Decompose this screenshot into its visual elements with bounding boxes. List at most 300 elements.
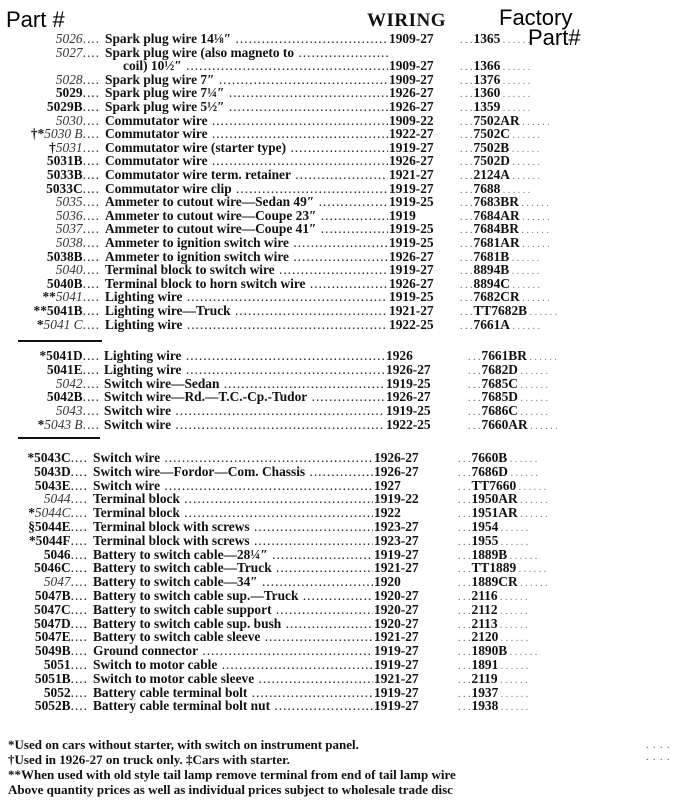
part-number: 5035.... bbox=[55, 194, 100, 210]
table-row bbox=[0, 699, 673, 713]
section-divider bbox=[18, 437, 100, 439]
footnote-marker: †* bbox=[30, 126, 45, 142]
part-description: Commutator wire term. retainer ..... bbox=[105, 168, 388, 182]
footnote: *Used on cars without starter, with switch on instrument panel. bbox=[8, 737, 359, 752]
part-description: Switch wire ..... bbox=[104, 404, 385, 418]
table-row bbox=[0, 589, 673, 603]
table-row bbox=[0, 86, 673, 100]
model-years: 1923-27 bbox=[374, 519, 419, 534]
part-number: 5044.... bbox=[43, 491, 88, 507]
model-years: 1919-25 bbox=[386, 403, 431, 419]
part-number: §5044E.... bbox=[28, 519, 88, 534]
part-number-value: 5042 bbox=[55, 375, 83, 391]
table-row bbox=[0, 520, 673, 534]
part-number: 5033C.... bbox=[46, 180, 100, 196]
table-row bbox=[0, 630, 673, 644]
part-number-value: 5043 B bbox=[44, 417, 83, 432]
footnote-marker: ** bbox=[42, 289, 56, 305]
part-description: Ammeter to cutout wire—Coupe 41″ ..... bbox=[105, 222, 388, 236]
factory-part-number: . . . 7685C . . . bbox=[468, 377, 548, 393]
part-number-value: 5033B bbox=[46, 167, 83, 182]
model-years: 1926-27 bbox=[386, 389, 431, 405]
table-row bbox=[0, 195, 673, 209]
table-row bbox=[0, 168, 673, 182]
part-description: Ammeter to cutout wire—Sedan 49″ ..... bbox=[105, 195, 388, 209]
part-number-value: 5040 bbox=[55, 262, 83, 278]
part-number-value: 5030 B bbox=[44, 126, 83, 142]
model-years: 1921-27 bbox=[374, 670, 419, 686]
part-number: 5042.... bbox=[55, 375, 100, 391]
part-number-value: 5041B bbox=[46, 303, 83, 318]
table-row bbox=[0, 506, 673, 520]
table-row bbox=[0, 575, 673, 589]
table-row bbox=[0, 390, 673, 404]
table-row bbox=[0, 561, 673, 575]
table-row bbox=[0, 617, 673, 631]
table-row-continuation bbox=[0, 59, 673, 73]
part-number-value: 5027 bbox=[55, 44, 83, 60]
part-number-value: 5026 bbox=[55, 31, 83, 46]
table-row bbox=[0, 658, 673, 672]
factory-part-number: . . . TT7660 . . . bbox=[458, 479, 546, 495]
part-description: Spark plug wire (also magneto to ..... bbox=[105, 46, 388, 60]
factory-part-number: . . . 1891 . . . bbox=[458, 658, 528, 674]
model-years: 1920-27 bbox=[374, 615, 419, 631]
factory-part-number: . . . 7681AR . . . bbox=[460, 236, 550, 252]
part-number-value: 5052 bbox=[43, 684, 71, 700]
part-description: Switch to motor cable sleeve ..... bbox=[93, 672, 373, 686]
factory-part-number: . . . 7682D . . . bbox=[468, 363, 548, 379]
table-row bbox=[0, 32, 673, 46]
factory-part-number: . . . 2119 . . . bbox=[458, 672, 528, 688]
part-description: Battery to switch cable sup.—Truck ..... bbox=[93, 589, 373, 603]
factory-part-number: . . . 2124A . . . bbox=[460, 168, 540, 184]
part-number: †*5030 B.... bbox=[30, 126, 100, 142]
part-number-value: 5052B bbox=[34, 698, 71, 714]
part-description: Spark plug wire 7¼″ ..... bbox=[105, 86, 388, 100]
table-row bbox=[0, 418, 673, 432]
model-years: 1919-25 bbox=[389, 235, 434, 250]
table-row bbox=[0, 479, 673, 493]
part-number: 5026.... bbox=[55, 31, 100, 46]
part-number: *5044C.... bbox=[28, 505, 88, 521]
model-years: 1926-27 bbox=[389, 85, 434, 101]
model-years: 1926-27 bbox=[374, 450, 419, 465]
table-row bbox=[0, 114, 673, 128]
part-number: *5044F.... bbox=[28, 532, 88, 548]
factory-part-number: . . . 1889CR . . . bbox=[458, 575, 548, 591]
part-number-column-label: Part # bbox=[6, 7, 65, 32]
model-years: 1919-22 bbox=[374, 491, 419, 507]
footnote-marker: † bbox=[49, 139, 56, 155]
model-years: 1926-27 bbox=[374, 463, 419, 479]
factory-part-number: . . . 1366 . . . bbox=[460, 59, 530, 75]
factory-part-number: . . . 7686C . . . bbox=[468, 404, 548, 420]
factory-part-number: . . . 7686D . . . bbox=[458, 465, 538, 481]
factory-part-number: . . . TT1889 . . . bbox=[458, 561, 546, 577]
model-years: 1919 bbox=[389, 207, 416, 223]
factory-part-number: . . . 1365 . . . bbox=[460, 32, 530, 48]
part-description: Lighting wire ..... bbox=[104, 349, 385, 363]
table-row bbox=[0, 304, 673, 318]
part-number: *5043C.... bbox=[27, 450, 88, 465]
model-years: 1922-25 bbox=[386, 417, 431, 432]
model-years: 1923-27 bbox=[374, 532, 419, 548]
part-number: 5040.... bbox=[55, 262, 100, 278]
part-number: 5052B.... bbox=[34, 698, 88, 714]
part-number: 5049B.... bbox=[34, 643, 88, 659]
part-number-value: 5051B bbox=[34, 670, 71, 686]
leader-dots: . . . . bbox=[646, 752, 671, 763]
footnote-marker: ** bbox=[33, 303, 47, 318]
factory-part-number: . . . 7660B . . . bbox=[458, 451, 537, 467]
part-number-value: 5044C bbox=[34, 505, 71, 521]
part-number-value: 5047 bbox=[43, 574, 71, 590]
factory-part-number: . . . 7683BR . . . bbox=[460, 195, 549, 211]
part-number-value: 5046 bbox=[43, 546, 71, 562]
table-row bbox=[0, 290, 673, 304]
part-description: Lighting wire—Truck ..... bbox=[105, 304, 388, 318]
part-number: 5031B.... bbox=[46, 153, 100, 169]
part-number: 5043D.... bbox=[34, 463, 88, 479]
factory-part-number: . . . 1955 . . . bbox=[458, 534, 528, 550]
part-number-value: 5041 C bbox=[43, 316, 83, 332]
section-title: WIRING bbox=[367, 10, 447, 31]
model-years: 1909-22 bbox=[389, 112, 434, 128]
part-description: Terminal block with screws ..... bbox=[93, 520, 373, 534]
table-row bbox=[0, 686, 673, 700]
table-row bbox=[0, 100, 673, 114]
factory-part-column-label: Part# bbox=[528, 25, 581, 50]
table-row bbox=[0, 236, 673, 250]
part-number-value: 5047C bbox=[34, 601, 71, 617]
model-years: 1921-27 bbox=[374, 560, 419, 576]
part-number: 5046C.... bbox=[34, 560, 88, 576]
table-row bbox=[0, 277, 673, 291]
part-number-value: 5047D bbox=[34, 615, 71, 631]
part-number: 5040B.... bbox=[46, 275, 100, 291]
part-description: Terminal block ..... bbox=[93, 506, 373, 520]
part-number-value: 5029B bbox=[46, 99, 83, 114]
footnote-marker: * bbox=[39, 348, 47, 363]
model-years: 1921-27 bbox=[374, 629, 419, 645]
part-description: Battery to switch cable sup. bush ..... bbox=[93, 617, 373, 631]
table-row bbox=[0, 154, 673, 168]
model-years: 1926-27 bbox=[389, 248, 434, 264]
part-description: Switch wire ..... bbox=[93, 479, 373, 493]
footnote-marker: * bbox=[28, 505, 35, 521]
part-description: Spark plug wire 5½″ ..... bbox=[105, 100, 388, 114]
table-row bbox=[0, 222, 673, 236]
section-divider bbox=[18, 340, 102, 342]
table-row bbox=[0, 141, 673, 155]
part-description: Commutator wire (starter type) ..... bbox=[105, 141, 388, 155]
part-number-value: 5043C bbox=[34, 450, 71, 465]
footnote: Above quantity prices as well as individual prices subject to wholesale trade disc bbox=[8, 782, 453, 797]
factory-part-number: . . . 1954 . . . bbox=[458, 520, 528, 536]
factory-part-number: . . . 1359 . . . bbox=[460, 100, 530, 116]
part-description: Ammeter to ignition switch wire ..... bbox=[105, 250, 388, 264]
part-description: Switch wire ..... bbox=[104, 418, 385, 432]
part-number-value: 5043 bbox=[55, 403, 83, 419]
table-row bbox=[0, 73, 673, 87]
model-years: 1919-27 bbox=[374, 546, 419, 562]
model-years: 1919-27 bbox=[374, 684, 419, 700]
model-years: 1926 bbox=[386, 348, 413, 363]
part-description: Terminal block to switch wire ..... bbox=[105, 263, 388, 277]
part-number: 5027.... bbox=[55, 44, 100, 60]
footnote-marker: * bbox=[36, 316, 44, 332]
part-number-value: 5051 bbox=[43, 657, 71, 672]
factory-part-number: . . . 2112 . . . bbox=[458, 603, 528, 619]
part-number-value: 5043D bbox=[34, 463, 71, 479]
table-row bbox=[0, 263, 673, 277]
factory-part-number: . . . 7502C . . . bbox=[460, 127, 540, 143]
model-years: 1909-27 bbox=[389, 58, 434, 74]
model-years: 1926-27 bbox=[389, 99, 434, 114]
part-number-value: 5041D bbox=[46, 348, 83, 363]
table-row bbox=[0, 349, 673, 363]
factory-part-number: . . . 7685D . . . bbox=[468, 390, 548, 406]
factory-part-number: . . . 1951AR . . . bbox=[458, 506, 548, 522]
part-number-value: 5049B bbox=[34, 643, 71, 659]
part-number: 5043.... bbox=[55, 403, 100, 419]
model-years: 1919-27 bbox=[389, 180, 434, 196]
part-number: 5051.... bbox=[43, 657, 88, 672]
part-number-value: 5033C bbox=[46, 180, 83, 196]
part-number: **5041.... bbox=[42, 289, 100, 305]
part-description: Commutator wire clip ..... bbox=[105, 182, 388, 196]
model-years: 1922 bbox=[374, 505, 401, 521]
part-number-value: 5042B bbox=[46, 389, 83, 405]
table-row bbox=[0, 672, 673, 686]
table-row bbox=[0, 548, 673, 562]
part-number: 5030.... bbox=[55, 112, 100, 128]
part-number: 5043E.... bbox=[34, 477, 88, 493]
part-number: 5041E.... bbox=[46, 361, 100, 377]
part-number-value: 5037 bbox=[55, 221, 83, 237]
model-years: 1919-27 bbox=[389, 139, 434, 155]
part-number: 5052.... bbox=[43, 684, 88, 700]
factory-part-number: . . . 8894C . . . bbox=[460, 277, 540, 293]
part-number: 5047B.... bbox=[34, 588, 88, 603]
part-number-value: 5041E bbox=[46, 361, 83, 377]
part-number-value: 5036 bbox=[55, 207, 83, 223]
model-years: 1926-27 bbox=[386, 361, 431, 377]
part-number: 5047.... bbox=[43, 574, 88, 590]
part-number-value: 5047B bbox=[34, 588, 71, 603]
factory-part-number: . . . 1360 . . . bbox=[460, 86, 530, 102]
model-years: 1919-25 bbox=[389, 289, 434, 305]
factory-part-number: . . . 7502D . . . bbox=[460, 154, 540, 170]
part-description: Battery cable terminal bolt ..... bbox=[93, 686, 373, 700]
part-number-value: 5035 bbox=[55, 194, 83, 210]
part-description: Switch wire—Sedan ..... bbox=[104, 377, 385, 391]
part-number: 5037.... bbox=[55, 221, 100, 237]
table-row bbox=[0, 377, 673, 391]
part-description: Spark plug wire 14⅛″ ..... bbox=[105, 32, 388, 46]
part-description: Terminal block with screws ..... bbox=[93, 534, 373, 548]
model-years: 1919-25 bbox=[389, 221, 434, 237]
part-number-value: 5028 bbox=[55, 71, 83, 87]
part-description: Switch to motor cable ..... bbox=[93, 658, 373, 672]
part-number-value: 5043E bbox=[34, 477, 71, 493]
part-number-value: 5040B bbox=[46, 275, 83, 291]
table-row bbox=[0, 250, 673, 264]
part-description: Ammeter to ignition switch wire ..... bbox=[105, 236, 388, 250]
part-number-value: 5047E bbox=[34, 629, 71, 645]
model-years: 1920-27 bbox=[374, 588, 419, 603]
part-number: 5033B.... bbox=[46, 167, 100, 182]
table-row bbox=[0, 492, 673, 506]
leader-dots: . . . . bbox=[646, 740, 671, 751]
factory-part-number: . . . 7684AR . . . bbox=[460, 209, 550, 225]
part-description: Commutator wire ..... bbox=[105, 114, 388, 128]
part-number: *5043 B.... bbox=[37, 417, 100, 432]
table-row bbox=[0, 534, 673, 548]
factory-part-number: . . . 7661BR . . . bbox=[468, 349, 557, 365]
part-description: Battery to switch cable—34″ ..... bbox=[93, 575, 373, 589]
part-number: 5029B.... bbox=[46, 99, 100, 114]
table-row bbox=[0, 127, 673, 141]
factory-part-number: . . . 1937 . . . bbox=[458, 686, 528, 702]
factory-part-number: . . . 7502B . . . bbox=[460, 141, 539, 157]
model-years: 1922-27 bbox=[389, 126, 434, 142]
factory-part-number: . . . 7681B . . . bbox=[460, 250, 539, 266]
model-years: 1919-27 bbox=[374, 698, 419, 714]
model-years: 1920-27 bbox=[374, 601, 419, 617]
model-years: 1921-27 bbox=[389, 167, 434, 182]
table-row bbox=[0, 603, 673, 617]
factory-part-number: . . . 1890B . . . bbox=[458, 644, 537, 660]
part-number: *5041D.... bbox=[39, 348, 100, 363]
table-row bbox=[0, 644, 673, 658]
table-row bbox=[0, 46, 673, 60]
part-description: Switch wire—Fordor—Com. Chassis ..... bbox=[93, 465, 373, 479]
part-description: Battery to switch cable—28¼″ ..... bbox=[93, 548, 373, 562]
footnote-marker: * bbox=[27, 450, 35, 465]
model-years: 1927 bbox=[374, 477, 401, 493]
factory-part-number: . . . 8894B . . . bbox=[460, 263, 539, 279]
part-description: Lighting wire ..... bbox=[105, 290, 388, 304]
part-description: Terminal block ..... bbox=[93, 492, 373, 506]
part-description: Lighting wire ..... bbox=[105, 318, 388, 332]
part-description: Commutator wire ..... bbox=[105, 127, 388, 141]
model-years: 1920 bbox=[374, 574, 401, 590]
part-number: 5028.... bbox=[55, 71, 100, 87]
part-number: *5041 C.... bbox=[36, 316, 100, 332]
part-description: Ammeter to cutout wire—Coupe 23″ ..... bbox=[105, 209, 388, 223]
part-number: †5031.... bbox=[49, 139, 100, 155]
footnote-marker: * bbox=[37, 417, 45, 432]
part-number: 5047E.... bbox=[34, 629, 88, 645]
part-description: Battery to switch cable support ..... bbox=[93, 603, 373, 617]
footnotes bbox=[8, 737, 456, 797]
part-number-value: 5044E bbox=[34, 519, 71, 534]
part-number: 5038.... bbox=[55, 235, 100, 250]
footnote-marker: § bbox=[28, 519, 35, 534]
part-number: 5038B.... bbox=[46, 248, 100, 264]
model-years: 1919-25 bbox=[389, 194, 434, 210]
factory-part-number: . . . 7682CR . . . bbox=[460, 290, 550, 306]
factory-column-label: Factory bbox=[499, 5, 573, 30]
part-number-value: 5046C bbox=[34, 560, 71, 576]
part-description: Battery to switch cable—Truck ..... bbox=[93, 561, 373, 575]
factory-part-number: . . . 1950AR . . . bbox=[458, 492, 548, 508]
part-number: 5036.... bbox=[55, 207, 100, 223]
factory-part-number: . . . 7688 . . . bbox=[460, 182, 530, 198]
table-row bbox=[0, 318, 673, 332]
part-number: 5029.... bbox=[55, 85, 100, 101]
table-row bbox=[0, 404, 673, 418]
factory-part-number: . . . 2116 . . . bbox=[458, 589, 528, 605]
model-years: 1922-25 bbox=[389, 316, 434, 332]
part-number: **5041B.... bbox=[33, 303, 100, 318]
part-number-value: 5044F bbox=[35, 532, 71, 548]
part-number: 5051B.... bbox=[34, 670, 88, 686]
factory-part-number: . . . 7684BR . . . bbox=[460, 222, 549, 238]
factory-part-number: . . . 7661A . . . bbox=[460, 318, 540, 334]
model-years: 1919-27 bbox=[374, 657, 419, 672]
part-number: 5047C.... bbox=[34, 601, 88, 617]
part-description: Commutator wire ..... bbox=[105, 154, 388, 168]
part-description: Switch wire—Rd.—T.C.-Cp.-Tudor ..... bbox=[104, 390, 385, 404]
part-number: 5042B.... bbox=[46, 389, 100, 405]
factory-part-number: . . . 2113 . . . bbox=[458, 617, 528, 633]
part-number-value: 5030 bbox=[55, 112, 83, 128]
model-years: 1926-27 bbox=[389, 153, 434, 169]
table-row bbox=[0, 363, 673, 377]
table-row bbox=[0, 451, 673, 465]
model-years: 1926-27 bbox=[389, 275, 434, 291]
part-description-continued: coil) 10½″ ..... bbox=[123, 59, 388, 73]
footnote-marker: * bbox=[28, 532, 36, 548]
footnote: †Used in 1926-27 on truck only. ‡Cars with starter. bbox=[8, 752, 290, 767]
model-years: 1909-27 bbox=[389, 31, 434, 46]
factory-part-number: . . . 2120 . . . bbox=[458, 630, 528, 646]
model-years: 1921-27 bbox=[389, 303, 434, 318]
part-number-value: 5031B bbox=[46, 153, 83, 169]
part-description: Spark plug wire 7″ ..... bbox=[105, 73, 388, 87]
part-description: Ground connector ..... bbox=[93, 644, 373, 658]
part-number-value: 5038 bbox=[55, 235, 83, 250]
factory-part-number: . . . TT7682B . . . bbox=[460, 304, 557, 320]
part-number-value: 5031 bbox=[55, 139, 83, 155]
factory-part-number: . . . 1889B . . . bbox=[458, 548, 537, 564]
model-years: 1909-27 bbox=[389, 71, 434, 87]
part-description: Battery to switch cable sleeve ..... bbox=[93, 630, 373, 644]
part-description: Terminal block to horn switch wire ..... bbox=[105, 277, 388, 291]
footnote: **When used with old style tail lamp remove terminal from end of tail lamp wire bbox=[8, 767, 456, 782]
table-row bbox=[0, 182, 673, 196]
factory-part-number: . . . 1376 . . . bbox=[460, 73, 530, 89]
table-row bbox=[0, 465, 673, 479]
model-years: 1919-27 bbox=[374, 643, 419, 659]
part-description: Lighting wire ..... bbox=[104, 363, 385, 377]
factory-part-number: . . . 1938 . . . bbox=[458, 699, 528, 715]
part-number: 5046.... bbox=[43, 546, 88, 562]
part-number: 5047D.... bbox=[34, 615, 88, 631]
model-years: 1919-25 bbox=[386, 375, 431, 391]
model-years: 1919-27 bbox=[389, 262, 434, 278]
part-number-value: 5029 bbox=[55, 85, 83, 101]
part-number-value: 5041 bbox=[55, 289, 83, 305]
part-description: Battery cable terminal bolt nut ..... bbox=[93, 699, 373, 713]
part-number-value: 5038B bbox=[46, 248, 83, 264]
factory-part-number: . . . 7660AR . . . bbox=[468, 418, 558, 434]
part-description: Switch wire ..... bbox=[93, 451, 373, 465]
part-number-value: 5044 bbox=[43, 491, 71, 507]
